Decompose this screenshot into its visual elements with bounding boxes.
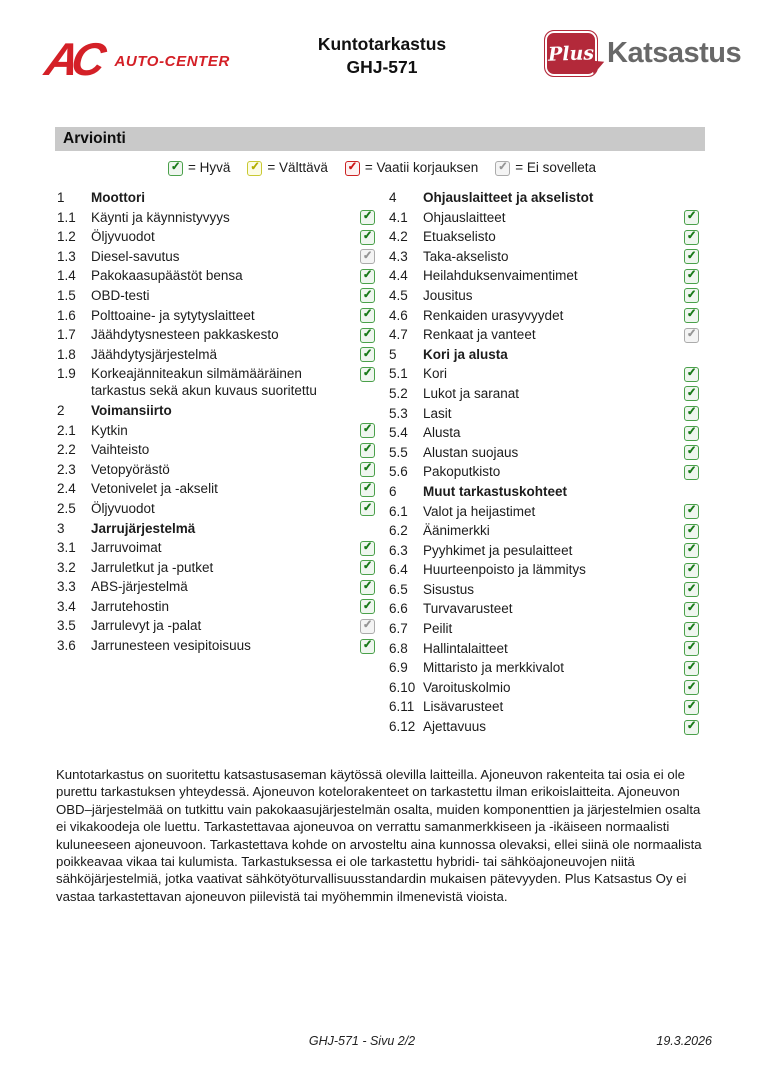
item-label: Jarruvoimat <box>91 540 162 556</box>
disclaimer-paragraph: Kuntotarkastus on suoritettu katsastusaseman käytössä olevilla laitteilla. Ajoneuvon rakenteita tai osia ei ole purettu tarkastuksen yhteydessä. Ajoneuvon kotelorakenteet on tarkastettu ilman erikoislaitteita. Ajoneuvon OBD–järjestelmää on tutkittu vain pakokaasujärjestelmän osalta, muiden komponenttien ja järjestelmien osalta ei vikakoodeja ole luettu. Tarkastettavaa ajoneuvoa on verrattu samanmerkkiseen ja -ikäiseen normaalisti kuluneeseen ajoneuvoon. Tarkastettava kohde on arvosteltu aina kunnossa olevaksi, ellei siinä ole normaalista poikkeavaa vikaa tai kulumista. Tarkastuksessa ei ole tarkastettu hybridi- tai sähköajoneuvojen niitä sähköjärjestelmiä, jotka vaativat sähkötyöturvallisuusstandardin mukaisen pätevyyden. Plus Katsastus Oy ei vastaa tarkastettavan ajoneuvon piilevistä tai myöhemmin ilmenevistä vioista. <box>56 767 702 904</box>
status-checkbox-good <box>684 661 699 676</box>
check-icon: ✓ <box>686 680 697 693</box>
checklist-row <box>389 581 699 598</box>
checklist-row <box>389 659 699 676</box>
section-bar-arviointi: Arviointi <box>55 127 705 151</box>
item-number: 1.7 <box>57 327 76 343</box>
item-number: 4 <box>389 190 397 205</box>
checklist-row <box>389 405 699 422</box>
check-icon: ✓ <box>686 386 697 399</box>
check-icon: ✓ <box>362 249 373 262</box>
checklist-row <box>57 248 375 265</box>
item-number: 4.3 <box>389 248 408 264</box>
checklist-row <box>57 480 375 497</box>
item-number: 1.5 <box>57 287 76 303</box>
checklist-row <box>57 461 375 478</box>
status-checkbox-good <box>684 465 699 480</box>
item-label: Diesel-savutus <box>91 248 180 264</box>
checklist-row <box>389 698 699 715</box>
status-checkbox-good <box>684 602 699 617</box>
status-checkbox-good <box>360 230 375 245</box>
checklist-row <box>389 287 699 304</box>
checklist-row <box>389 326 699 343</box>
item-label: Jarrulevyt ja -palat <box>91 618 202 634</box>
checklist-row <box>389 522 699 539</box>
section-header-row <box>389 189 699 206</box>
status-checkbox-good <box>684 249 699 264</box>
item-label: ABS-järjestelmä <box>91 579 188 595</box>
item-label: Käynti ja käynnistyvyys <box>91 209 230 225</box>
item-label: Turvavarusteet <box>423 601 513 617</box>
check-icon: ✓ <box>686 700 697 713</box>
check-icon: ✓ <box>362 347 373 360</box>
legend-label: = Ei sovelleta <box>515 159 596 175</box>
status-checkbox-good <box>168 161 183 176</box>
checklist-row <box>389 424 699 441</box>
check-icon: ✓ <box>686 465 697 478</box>
status-checkbox-good <box>684 543 699 558</box>
checklist-row <box>389 718 699 735</box>
checklist-row <box>57 287 375 304</box>
status-checkbox-good <box>684 308 699 323</box>
check-icon: ✓ <box>686 249 697 262</box>
status-checkbox-good <box>684 680 699 695</box>
checklist-row <box>389 444 699 461</box>
auto-center-monogram-icon: AC <box>41 33 104 85</box>
checklist-row <box>57 365 375 399</box>
item-number: 3.4 <box>57 598 76 614</box>
speech-bubble-tail-icon <box>591 58 607 74</box>
check-icon: ✓ <box>362 210 373 223</box>
item-number: 1.2 <box>57 229 76 245</box>
legend <box>0 159 764 176</box>
legend-label: = Välttävä <box>267 159 328 175</box>
footer-page-info: GHJ-571 - Sivu 2/2 <box>308 1034 416 1048</box>
status-checkbox-good <box>684 288 699 303</box>
item-number: 6.9 <box>389 660 408 676</box>
item-number: 3.2 <box>57 559 76 575</box>
checklist-row <box>57 637 375 654</box>
status-checkbox-good <box>684 445 699 460</box>
item-label: Jarruletkut ja -putket <box>91 559 214 575</box>
item-number: 1.3 <box>57 248 76 264</box>
check-icon: ✓ <box>686 641 697 654</box>
checklist <box>57 189 707 738</box>
status-checkbox-good <box>684 582 699 597</box>
item-number: 4.7 <box>389 327 408 343</box>
check-icon: ✓ <box>686 288 697 301</box>
status-checkbox-good <box>684 210 699 225</box>
check-icon: ✓ <box>686 327 697 340</box>
item-label: OBD-testi <box>91 287 150 303</box>
check-icon: ✓ <box>686 445 697 458</box>
check-icon: ✓ <box>347 160 358 173</box>
checklist-row <box>57 209 375 226</box>
status-checkbox-good <box>360 462 375 477</box>
item-label: Moottori <box>91 190 145 205</box>
status-checkbox-good <box>360 580 375 595</box>
status-checkbox-good <box>360 308 375 323</box>
status-checkbox-good <box>360 328 375 343</box>
legend-label: = Vaatii korjauksen <box>364 159 479 175</box>
status-checkbox-na <box>495 161 510 176</box>
status-checkbox-good <box>684 504 699 519</box>
item-label: Pakokaasupäästöt bensa <box>91 268 243 284</box>
item-number: 6.11 <box>389 699 415 715</box>
section-header-row <box>57 189 375 206</box>
check-icon: ✓ <box>362 462 373 475</box>
status-checkbox-fair <box>247 161 262 176</box>
vehicle-registration: GHJ-571 <box>346 57 418 77</box>
legend-item-repair <box>345 159 478 176</box>
check-icon: ✓ <box>686 308 697 321</box>
item-number: 5.6 <box>389 464 408 480</box>
check-icon: ✓ <box>362 367 373 380</box>
item-number: 1.6 <box>57 307 76 323</box>
item-label: Vetopyörästö <box>91 461 170 477</box>
item-number: 6 <box>389 483 397 499</box>
item-label: Taka-akselisto <box>423 248 509 264</box>
item-label: Lasit <box>423 405 452 421</box>
status-checkbox-good <box>360 482 375 497</box>
plus-badge-icon <box>544 30 598 77</box>
item-label: Huurteenpoisto ja lämmitys <box>423 562 586 578</box>
item-label: Kytkin <box>91 422 128 438</box>
check-icon: ✓ <box>362 423 373 436</box>
check-icon: ✓ <box>250 160 260 173</box>
checklist-row <box>57 326 375 343</box>
item-label: Ohjauslaitteet <box>423 209 506 225</box>
status-checkbox-good <box>360 288 375 303</box>
checklist-column <box>389 189 699 738</box>
item-label: Voimansiirto <box>91 402 172 418</box>
check-icon: ✓ <box>362 619 373 632</box>
check-icon: ✓ <box>686 543 697 556</box>
checklist-row <box>57 228 375 245</box>
item-number: 6.10 <box>389 679 416 695</box>
checklist-row <box>57 598 375 615</box>
checklist-row <box>389 561 699 578</box>
item-number: 6.6 <box>389 601 408 617</box>
checklist-row <box>389 209 699 226</box>
item-label: Lisävarusteet <box>423 699 504 715</box>
item-number: 5.1 <box>389 366 408 382</box>
check-icon: ✓ <box>497 160 508 173</box>
item-number: 6.12 <box>389 719 416 735</box>
item-label: Pyyhkimet ja pesulaitteet <box>423 542 573 558</box>
item-label: Varoituskolmio <box>423 679 511 695</box>
item-label: Vetonivelet ja -akselit <box>91 481 218 497</box>
check-icon: ✓ <box>686 661 697 673</box>
status-checkbox-good <box>684 230 699 245</box>
item-label: Ajettavuus <box>423 719 487 735</box>
checklist-row <box>389 542 699 559</box>
item-number: 4.1 <box>389 209 408 225</box>
check-icon: ✓ <box>362 540 373 553</box>
item-number: 5.5 <box>389 444 408 460</box>
item-number: 6.2 <box>389 523 408 539</box>
item-number: 6.7 <box>389 621 408 637</box>
auto-center-name: AUTO-CENTER <box>114 52 230 70</box>
status-checkbox-good <box>684 720 699 735</box>
item-label: Jäähdytysjärjestelmä <box>91 346 218 362</box>
check-icon: ✓ <box>686 621 697 634</box>
status-checkbox-good <box>684 563 699 578</box>
item-label: Jousitus <box>423 287 473 303</box>
check-icon: ✓ <box>170 160 181 173</box>
check-icon: ✓ <box>362 327 373 340</box>
item-label: Renkaat ja vanteet <box>423 327 536 343</box>
status-checkbox-good <box>360 560 375 575</box>
checklist-row <box>57 617 375 634</box>
item-number: 1.1 <box>57 209 76 225</box>
checklist-row <box>57 578 375 595</box>
item-number: 4.5 <box>389 287 408 303</box>
check-icon: ✓ <box>686 210 697 223</box>
item-label: Etuakselisto <box>423 229 496 245</box>
check-icon: ✓ <box>362 288 373 301</box>
item-label: Hallintalaitteet <box>423 640 508 656</box>
check-icon: ✓ <box>686 367 697 380</box>
check-icon: ✓ <box>686 602 697 615</box>
checklist-row <box>389 267 699 284</box>
item-label: Jäähdytysnesteen pakkaskesto <box>91 327 279 343</box>
item-number: 4.2 <box>389 229 408 245</box>
item-number: 6.8 <box>389 640 408 656</box>
legend-item-na <box>495 159 596 176</box>
section-header-row <box>57 402 375 419</box>
item-label: Lukot ja saranat <box>423 385 520 401</box>
status-checkbox-good <box>684 622 699 637</box>
item-number: 3 <box>57 520 65 536</box>
check-icon: ✓ <box>686 504 697 517</box>
check-icon: ✓ <box>362 560 373 573</box>
item-label: Öljyvuodot <box>91 229 155 245</box>
item-number: 2.2 <box>57 442 76 458</box>
status-checkbox-good <box>684 406 699 421</box>
status-checkbox-good <box>360 501 375 516</box>
item-label: Renkaiden urasyvyydet <box>423 307 564 323</box>
status-checkbox-good <box>360 541 375 556</box>
item-label: Valot ja heijastimet <box>423 503 536 519</box>
section-header-row <box>57 520 375 537</box>
item-number: 2.3 <box>57 461 76 477</box>
item-label: Ohjauslaitteet ja akselistot <box>423 190 594 205</box>
item-number: 2 <box>57 402 65 418</box>
status-checkbox-good <box>360 423 375 438</box>
status-checkbox-good <box>684 426 699 441</box>
item-label: Mittaristo ja merkkivalot <box>423 660 565 676</box>
checklist-row <box>57 307 375 324</box>
item-number: 3.1 <box>57 540 76 556</box>
checklist-row <box>57 559 375 576</box>
status-checkbox-good <box>360 210 375 225</box>
item-label: Jarrutehostin <box>91 598 170 614</box>
status-checkbox-good <box>684 386 699 401</box>
checklist-row <box>389 228 699 245</box>
legend-item-fair <box>247 159 327 176</box>
checklist-row <box>389 640 699 657</box>
check-icon: ✓ <box>686 406 697 419</box>
item-label: Peilit <box>423 621 453 637</box>
check-icon: ✓ <box>686 719 697 732</box>
item-number: 3.3 <box>57 579 76 595</box>
check-icon: ✓ <box>686 269 697 282</box>
checklist-row <box>57 500 375 517</box>
status-checkbox-good <box>684 269 699 284</box>
item-number: 1.9 <box>57 366 76 382</box>
item-number: 6.5 <box>389 581 408 597</box>
item-label: Vaihteisto <box>91 442 150 458</box>
legend-item-good <box>168 159 230 176</box>
status-checkbox-good <box>360 443 375 458</box>
checklist-column <box>57 189 375 738</box>
check-icon: ✓ <box>362 308 373 321</box>
item-number: 5 <box>389 346 397 362</box>
item-label: Pakoputkisto <box>423 464 501 480</box>
item-number: 5.2 <box>389 385 408 401</box>
check-icon: ✓ <box>362 229 373 242</box>
plus-badge-label: Plus <box>547 41 595 66</box>
section-header-row <box>389 346 699 363</box>
status-checkbox-good <box>684 641 699 656</box>
checklist-row <box>57 441 375 458</box>
check-icon: ✓ <box>362 501 373 514</box>
checklist-row <box>389 600 699 617</box>
status-checkbox-good <box>360 639 375 654</box>
check-icon: ✓ <box>686 229 697 242</box>
item-number: 5.3 <box>389 405 408 421</box>
check-icon: ✓ <box>362 599 373 612</box>
item-number: 6.4 <box>389 562 408 578</box>
check-icon: ✓ <box>362 638 373 651</box>
status-checkbox-good <box>360 599 375 614</box>
checklist-row <box>57 346 375 363</box>
item-label: Muut tarkastuskohteet <box>423 483 568 499</box>
check-icon: ✓ <box>686 582 697 595</box>
status-checkbox-repair <box>345 161 360 176</box>
checklist-row <box>389 679 699 696</box>
checklist-row <box>57 422 375 439</box>
status-checkbox-good <box>360 347 375 362</box>
item-number: 4.4 <box>389 268 408 284</box>
katsastus-name: Katsastus <box>607 37 742 69</box>
item-label: Korkeajänniteakun silmämääräinen tarkastus sekä akun kuvaus suoritettu <box>91 366 317 399</box>
item-label: Öljyvuodot <box>91 500 155 516</box>
item-number: 3.6 <box>57 638 76 654</box>
footer-date: 19.3.2026 <box>656 1034 712 1048</box>
item-label: Sisustus <box>423 581 475 597</box>
item-number: 2.4 <box>57 481 76 497</box>
check-icon: ✓ <box>686 523 697 536</box>
status-checkbox-good <box>684 700 699 715</box>
item-label: Alusta <box>423 425 461 441</box>
plus-katsastus-logo <box>544 30 741 77</box>
checklist-row <box>57 539 375 556</box>
item-label: Polttoaine- ja sytytyslaitteet <box>91 307 255 323</box>
check-icon: ✓ <box>362 269 373 282</box>
check-icon: ✓ <box>362 482 373 495</box>
status-checkbox-good <box>684 367 699 382</box>
checklist-row <box>389 365 699 382</box>
status-checkbox-good <box>360 269 375 284</box>
item-number: 3.5 <box>57 618 76 634</box>
item-number: 2.5 <box>57 500 76 516</box>
checklist-row <box>389 385 699 402</box>
item-number: 6.3 <box>389 542 408 558</box>
item-number: 1 <box>57 190 65 205</box>
check-icon: ✓ <box>362 442 373 455</box>
status-checkbox-good <box>360 367 375 382</box>
checklist-row <box>389 248 699 265</box>
item-label: Jarrujärjestelmä <box>91 520 196 536</box>
check-icon: ✓ <box>362 580 373 593</box>
checklist-row <box>57 267 375 284</box>
document-title-line1: Kuntotarkastus <box>317 34 447 54</box>
status-checkbox-na <box>684 328 699 343</box>
item-number: 1.8 <box>57 346 76 362</box>
status-checkbox-na <box>360 249 375 264</box>
item-label: Kori <box>423 366 448 382</box>
item-number: 6.1 <box>389 503 408 519</box>
item-label: Kori ja alusta <box>423 346 508 362</box>
item-label: Heilahduksenvaimentimet <box>423 268 578 284</box>
section-header-row <box>389 483 699 500</box>
checklist-row <box>389 463 699 480</box>
item-label: Äänimerkki <box>423 523 490 539</box>
item-label: Jarrunesteen vesipitoisuus <box>91 638 251 654</box>
check-icon: ✓ <box>686 425 697 438</box>
checklist-row <box>389 307 699 324</box>
checklist-row <box>389 620 699 637</box>
item-number: 2.1 <box>57 422 76 438</box>
item-number: 1.4 <box>57 268 76 284</box>
item-number: 5.4 <box>389 425 408 441</box>
item-number: 4.6 <box>389 307 408 323</box>
checklist-row <box>389 503 699 520</box>
status-checkbox-good <box>684 524 699 539</box>
status-checkbox-na <box>360 619 375 634</box>
item-label: Alustan suojaus <box>423 444 519 460</box>
legend-label: = Hyvä <box>188 159 231 175</box>
check-icon: ✓ <box>686 563 697 576</box>
